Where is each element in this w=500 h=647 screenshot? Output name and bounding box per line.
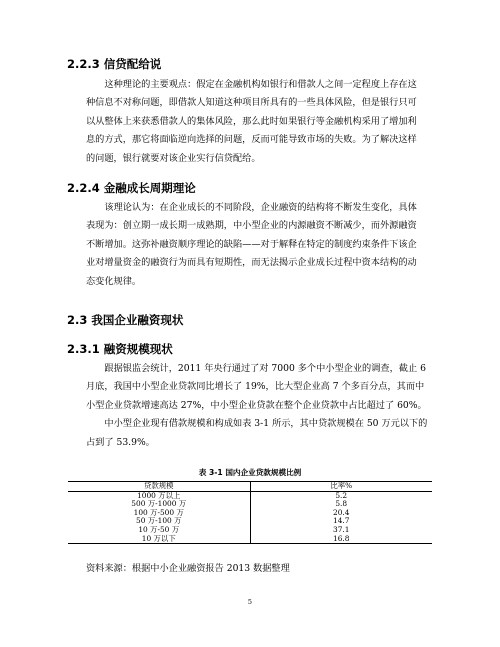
heading-2-2-3: 2.2.3 信贷配给说 [67,57,162,71]
text-line: 态变化规律。 [86,275,142,287]
table-cell: 5.8 [335,499,348,509]
table-caption: 表 3-1 国内企业贷款规模比例 [198,468,302,477]
table-cell: 37.1 [333,524,350,534]
table-row [68,509,432,518]
table-row [68,535,432,544]
table-row [68,517,432,526]
text-line: 表现为：创立期一成长期一成熟期，中小型企业的内源融资不断减少，而外源融资 [86,220,417,232]
text-line: 这种理论的主要观点：假定在金融机构如银行和借款人之间一定程度上存在这 [104,79,417,90]
text-line: 不断增加。这弥补融资顺序理论的缺陷——对于解释在特定的制度约束条件下该企 [86,238,417,250]
text-line: 跟据银监会统计，2011 年央行通过了对 7000 多个中小型企业的调查，截止 6 [104,363,426,374]
table-cell: 5.2 [335,490,348,500]
heading-2-3: 2.3 我国企业融资现状 [67,313,184,327]
column-header: 比率% [250,482,432,492]
table-cell: 500 万-1000 万 [68,500,250,509]
table-header-row [68,482,432,492]
table-cell: 10 万以下 [68,535,250,544]
loan-scale-table [68,481,432,544]
table-row [68,500,432,509]
page-number: 5 [247,598,253,606]
table-cell: 20.4 [333,507,350,517]
paragraph-financial-growth-cycle [86,199,446,291]
text-line: 中小型企业现有借款规模和构成如表 3-1 所示，其中贷款规模在 50 万元以下的 [104,418,428,430]
table-cell: 16.8 [250,535,432,544]
text-line: 月底，我国中小型企业贷款同比增长了 19%，比大型企业高 7 个多百分点，其而中 [86,381,425,393]
column-header: 贷款规模 [68,482,250,492]
paragraph-financing-scale [86,360,446,452]
table-cell: 1000 万以上 [68,491,250,500]
text-line: 占到了 53.9%。 [86,436,155,448]
text-line: 的问题，银行就要对该企业实行信贷配给。 [86,152,261,164]
data-source-note: 资料来源：根据中小企业融资报告 2013 数据整理 [86,563,290,574]
paragraph-credit-rationing [86,76,446,168]
text-line: 种信息不对称问题，即借款人知道这种项目所具有的一些具体风险，但是银行只可 [86,97,417,109]
text-line: 小型企业贷款增速高达 27%，中小型企业贷款在整个企业贷款中占比超过了 60%。 [86,399,427,411]
table-row [68,491,432,500]
text-line: 息的方式，那它将面临逆向选择的问题，反而可能导致市场的失败。为了解决这样 [86,134,417,146]
table-cell: 10 万-50 万 [68,526,250,535]
heading-2-3-1: 2.3.1 融资规模现状 [67,342,173,356]
text-line: 业对增量资金的融资行为而具有短期性，而无法揭示企业成长过程中资本结构的动 [86,257,417,269]
heading-2-2-4: 2.2.4 金融成长周期理论 [67,181,196,195]
text-line: 该理论认为：在企业成长的不同阶段，企业融资的结构将不断发生变化，具体 [104,202,417,213]
text-line: 以从整体上来获悉借款人的集体风险，那么此时如果银行等金融机构采用了增加利 [86,115,417,127]
table-row [68,526,432,535]
table-cell: 50 万-100 万 [68,517,250,526]
table-cell: 100 万-500 万 [68,509,250,518]
table-cell: 14.7 [333,516,350,526]
